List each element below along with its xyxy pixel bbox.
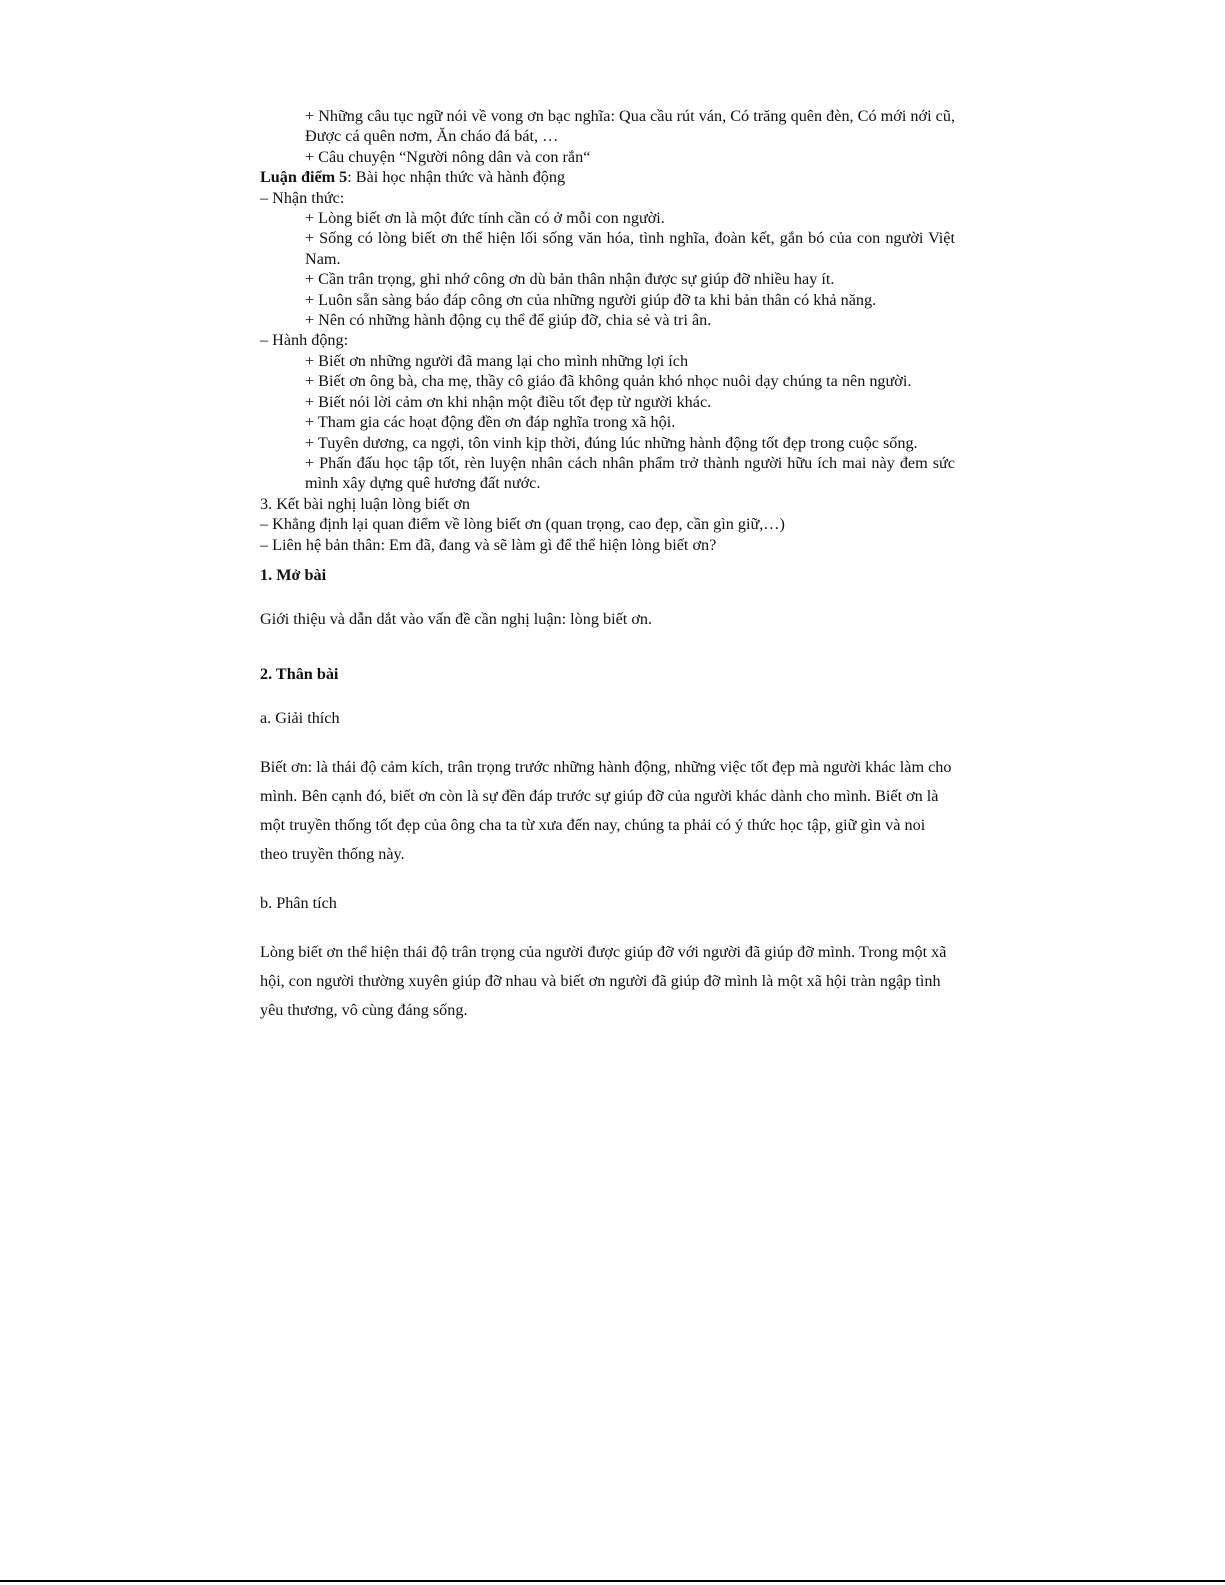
page-bottom-rule [0,1580,1225,1582]
ket-bai-heading: 3. Kết bài nghị luận lòng biết ơn [260,494,470,513]
outline-section [260,106,955,555]
ket-bai-line: – Liên hệ bản thân: Em đã, đang và sẽ làm gì để thể hiện lòng biết ơn? [260,535,717,554]
nhan-thuc-item: + Luôn sẵn sàng báo đáp công ơn của những người giúp đỡ ta khi bản thân có khả năng. [305,290,877,309]
ket-bai-line: – Khẳng định lại quan điểm về lòng biết ơn (quan trọng, cao đẹp, cần gìn giữ,…) [260,515,785,534]
hanh-dong-item: + Biết ơn những người đã mang lại cho mình những lợi ích [305,351,689,370]
hanh-dong-heading: – Hành động: [260,331,349,350]
nhan-thuc-heading: – Nhận thức: [260,188,345,207]
luan-diem-5-text: : Bài học nhận thức và hành động [347,168,566,187]
hanh-dong-item: + Biết nói lời cảm ơn khi nhận một điều tốt đẹp từ người khác. [305,392,712,411]
than-bai-heading: 2. Thân bài [260,664,339,683]
story-line: + Câu chuyện “Người nông dân và con rắn“ [305,147,591,166]
document-content [260,106,955,1025]
mo-bai-text: Giới thiệu và dẫn dắt vào vấn đề cần nghị luận: lòng biết ơn. [260,609,653,628]
proverbs-line: + Những câu tục ngữ nói về vong ơn bạc nghĩa: Qua cầu rút ván, Có trăng quên đèn, Có mới nới cũ, Được cá quên nơm, Ăn cháo đá bát, … [305,107,955,146]
essay-section [260,565,955,1025]
luan-diem-5-label: Luận điểm 5 [260,168,348,187]
phan-tich-heading: b. Phân tích [260,893,337,912]
nhan-thuc-item: + Sống có lòng biết ơn thể hiện lối sống văn hóa, tình nghĩa, đoàn kết, gắn bó của con người Việt Nam. [305,229,955,268]
nhan-thuc-item: + Lòng biết ơn là một đức tính cần có ở mỗi con người. [305,209,665,228]
hanh-dong-item: + Tuyên dương, ca ngợi, tôn vinh kịp thời, đúng lúc những hành động tốt đẹp trong cuộc sống. [305,433,918,452]
hanh-dong-item: + Tham gia các hoạt động đền ơn đáp nghĩa trong xã hội. [305,413,676,432]
giai-thich-text: Biết ơn: là thái độ cảm kích, trân trọng trước những hành động, những việc tốt đẹp mà người khác làm cho mình. Bên cạnh đó, biết ơn còn là sự đền đáp trước sự giúp đỡ của người khác dành cho mình. Biết ơn là một truyền thống tốt đẹp của ông cha ta từ xưa đến nay, chúng ta phải có ý thức học tập, giữ gìn và noi theo truyền thống này. [260,757,952,863]
hanh-dong-item: + Phấn đấu học tập tốt, rèn luyện nhân cách nhân phẩm trở thành người hữu ích mai này đem sức mình xây dựng quê hương đất nước. [305,453,955,493]
giai-thich-heading: a. Giải thích [260,708,340,727]
luan-diem-5 [260,167,955,187]
nhan-thuc-item: + Cần trân trọng, ghi nhớ công ơn dù bản thân nhận được sự giúp đỡ nhiều hay ít. [305,270,835,289]
phan-tich-text: Lòng biết ơn thể hiện thái độ trân trọng của người được giúp đỡ với người đã giúp đỡ mình. Trong một xã hội, con người thường xuyên giúp đỡ nhau và biết ơn người đã giúp đỡ mình là một xã hội tràn ngập tình yêu thương, vô cùng đáng sống. [260,942,947,1019]
hanh-dong-item: + Biết ơn ông bà, cha mẹ, thầy cô giáo đã không quản khó nhọc nuôi dạy chúng ta nên người. [305,372,912,391]
nhan-thuc-item: + Nên có những hành động cụ thể để giúp đỡ, chia sẻ và tri ân. [305,311,712,330]
mo-bai-heading: 1. Mở bài [260,565,327,584]
